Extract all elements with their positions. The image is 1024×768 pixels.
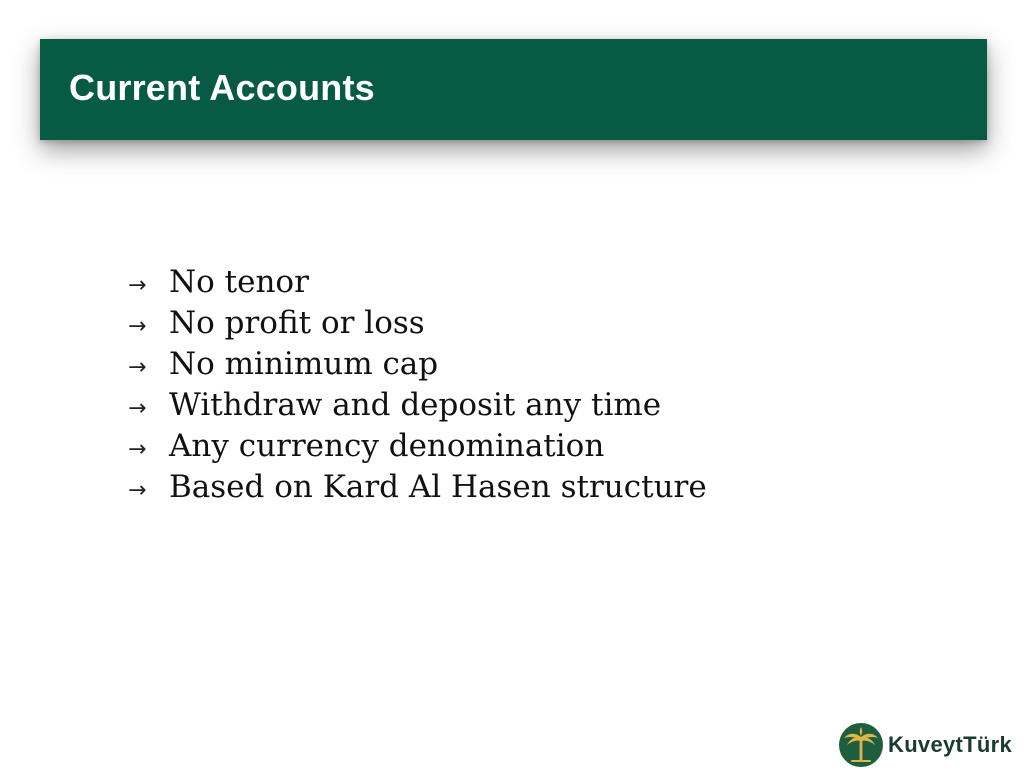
right-arrow-icon: → xyxy=(128,396,147,421)
bullet-item xyxy=(128,344,707,385)
bullet-item xyxy=(128,426,707,467)
palm-tree-icon xyxy=(838,722,884,768)
bullet-item xyxy=(128,262,707,303)
right-arrow-icon: → xyxy=(128,273,147,298)
logo-wordmark: KuveytTürk xyxy=(888,732,1013,757)
title-bar xyxy=(40,39,987,140)
right-arrow-icon: → xyxy=(128,314,147,339)
right-arrow-icon: → xyxy=(128,478,147,503)
bullet-item xyxy=(128,385,707,426)
kuveytturk-logo xyxy=(838,722,1012,768)
bullet-text: No tenor xyxy=(169,264,309,300)
right-arrow-icon: → xyxy=(128,355,147,380)
bullet-text: Withdraw and deposit any time xyxy=(169,387,662,423)
bullet-text: No profit or loss xyxy=(169,305,425,341)
bullet-list xyxy=(128,262,707,508)
slide-title: Current Accounts xyxy=(69,66,375,108)
bullet-text: Any currency denomination xyxy=(169,428,605,464)
bullet-item xyxy=(128,303,707,344)
right-arrow-icon: → xyxy=(128,437,147,462)
bullet-item xyxy=(128,467,707,508)
bullet-text: No minimum cap xyxy=(169,346,439,382)
bullet-text: Based on Kard Al Hasen structure xyxy=(169,469,707,505)
